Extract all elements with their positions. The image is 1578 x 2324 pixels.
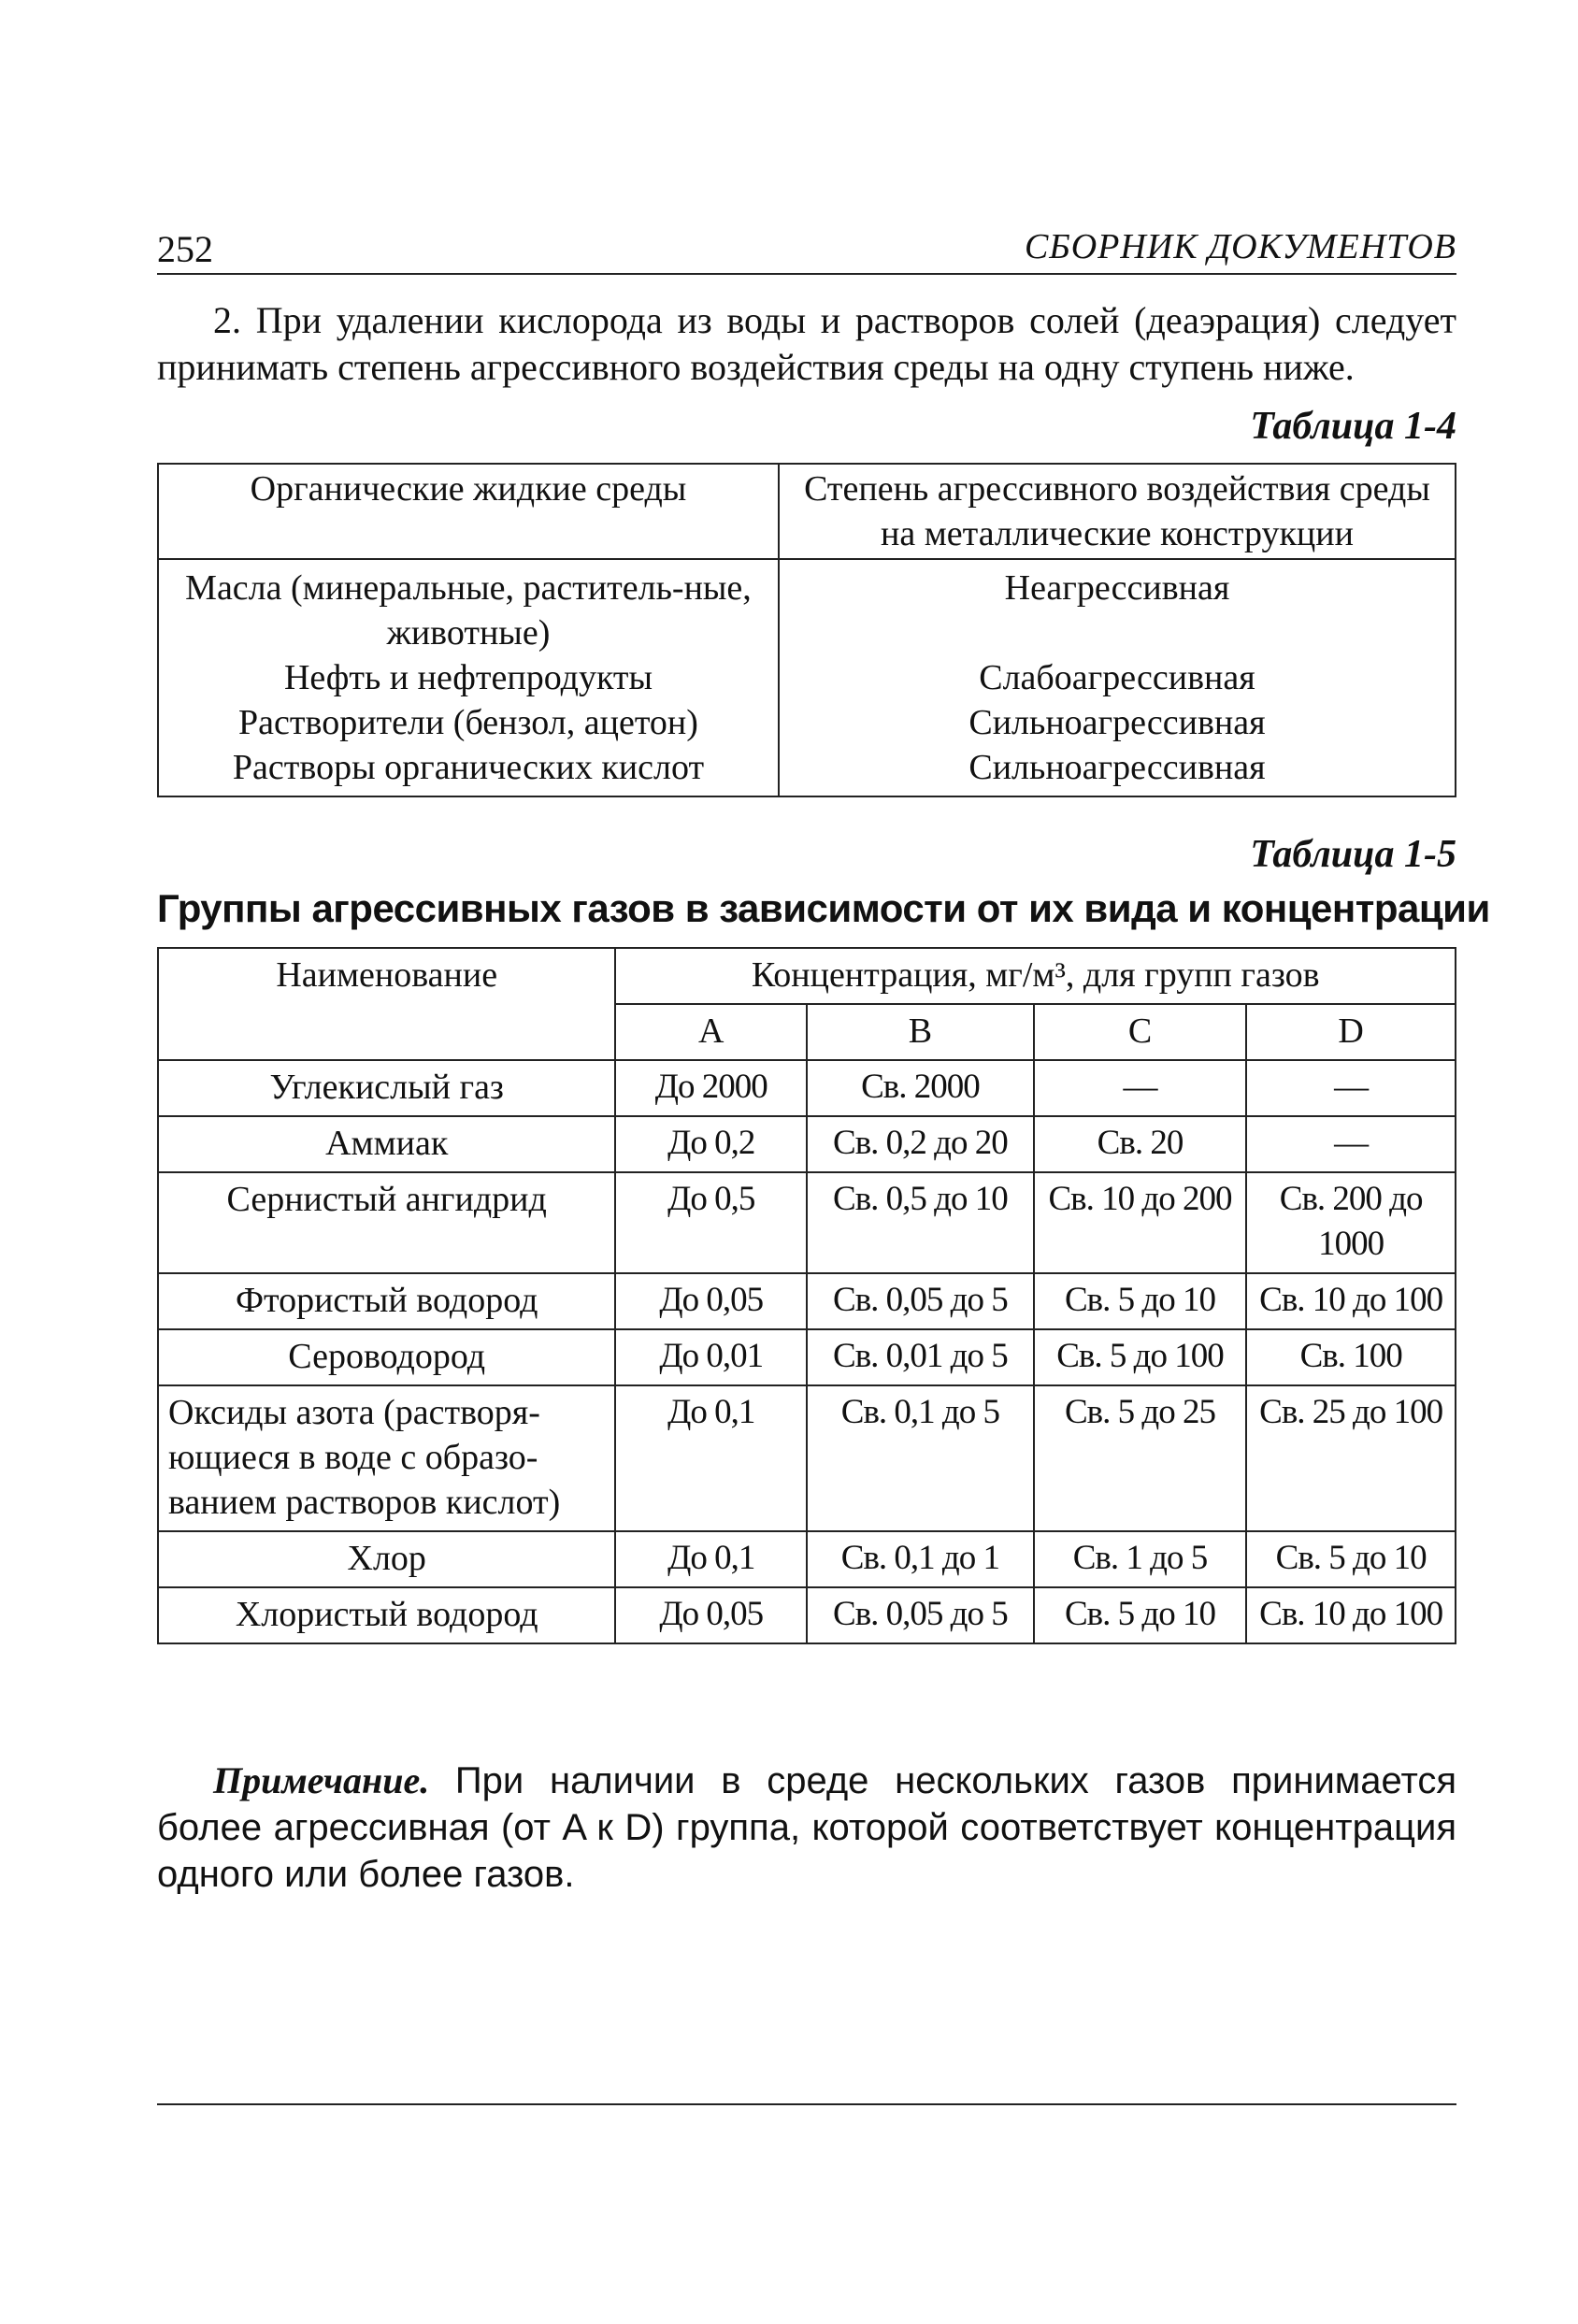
group-d-value: Св. 200 до 1000	[1246, 1172, 1456, 1273]
gas-name: Оксиды азота (растворя-ющиеся в воде с образо-ванием растворов кислот)	[158, 1385, 615, 1531]
group-d-value: Св. 25 до 100	[1246, 1385, 1456, 1531]
group-b-header: B	[807, 1004, 1034, 1060]
table-1-5-label: Таблица 1-5	[1250, 833, 1456, 876]
group-d-value: Св. 5 до 10	[1246, 1531, 1456, 1587]
header-name: Наименование	[158, 948, 615, 1060]
table-1-5-header-row	[158, 948, 1456, 1004]
group-a-value: До 0,05	[615, 1273, 807, 1329]
group-a-value: До 2000	[615, 1060, 807, 1116]
group-b-value: Св. 0,05 до 5	[807, 1587, 1034, 1643]
group-d-value: Св. 10 до 100	[1246, 1273, 1456, 1329]
table-row	[158, 1172, 1456, 1273]
degree-item: Неагрессивная	[1004, 568, 1230, 608]
table-1-4-body-row	[158, 559, 1456, 796]
note-text: При наличии в среде нескольких газов принимается более агрессивная (от A к D) группа, которой соответствует концентрация одного или более газов.	[157, 1760, 1456, 1895]
gas-name: Фтористый водород	[158, 1273, 615, 1329]
group-c-value: —	[1034, 1060, 1247, 1116]
group-d-value: —	[1246, 1060, 1456, 1116]
table-row	[158, 1385, 1456, 1531]
degrees-cell	[779, 559, 1456, 796]
environment-item: Растворы органических кислот	[232, 748, 705, 787]
environments-cell	[158, 559, 779, 796]
group-c-value: Св. 5 до 100	[1034, 1329, 1247, 1385]
book-title: СБОРНИК ДОКУМЕНТОВ	[1024, 227, 1456, 266]
gas-name: Аммиак	[158, 1116, 615, 1172]
table-row	[158, 1531, 1456, 1587]
environment-item: Растворители (бензол, ацетон)	[238, 703, 698, 742]
environment-item: Масла (минеральные, раститель-ные, животные)	[185, 568, 752, 653]
table-1-5	[157, 947, 1456, 1644]
gas-name: Сероводород	[158, 1329, 615, 1385]
table-row	[158, 1060, 1456, 1116]
header-environment: Органические жидкие среды	[158, 464, 779, 559]
group-c-value: Св. 5 до 10	[1034, 1587, 1247, 1643]
note-label: Примечание.	[213, 1759, 430, 1801]
group-c-header: C	[1034, 1004, 1247, 1060]
group-c-value: Св. 20	[1034, 1116, 1247, 1172]
note-paragraph	[157, 1757, 1456, 1898]
group-a-value: До 0,01	[615, 1329, 807, 1385]
group-a-value: До 0,1	[615, 1385, 807, 1531]
table-row	[158, 1273, 1456, 1329]
header-degree: Степень агрессивного воздействия среды на металлические конструкции	[779, 464, 1456, 559]
intro-paragraph: 2. При удалении кислорода из воды и растворов солей (деаэрация) следует принимать степень агрессивного воздействия среды на одну ступень ниже.	[157, 299, 1456, 388]
group-b-value: Св. 0,05 до 5	[807, 1273, 1034, 1329]
degree-item: Слабоагрессивная	[979, 658, 1255, 697]
group-c-value: Св. 1 до 5	[1034, 1531, 1247, 1587]
gas-name: Хлористый водород	[158, 1587, 615, 1643]
group-a-value: До 0,05	[615, 1587, 807, 1643]
group-c-value: Св. 10 до 200	[1034, 1172, 1247, 1273]
group-c-value: Св. 5 до 25	[1034, 1385, 1247, 1531]
group-b-value: Св. 0,5 до 10	[807, 1172, 1034, 1273]
group-c-value: Св. 5 до 10	[1034, 1273, 1247, 1329]
table-row	[158, 1587, 1456, 1643]
group-b-value: Св. 0,1 до 1	[807, 1531, 1034, 1587]
gas-name: Хлор	[158, 1531, 615, 1587]
environment-item: Нефть и нефтепродукты	[283, 658, 653, 697]
group-d-value: Св. 100	[1246, 1329, 1456, 1385]
page-number: 252	[157, 228, 213, 270]
group-b-value: Св. 0,2 до 20	[807, 1116, 1034, 1172]
running-header	[157, 222, 1456, 275]
group-b-value: Св. 0,01 до 5	[807, 1329, 1034, 1385]
gas-name: Углекислый газ	[158, 1060, 615, 1116]
table-1-5-title: Группы агрессивных газов в зависимости от их вида и концентрации	[157, 886, 1490, 930]
table-row	[158, 1116, 1456, 1172]
group-b-value: Св. 0,1 до 5	[807, 1385, 1034, 1531]
footer-rule	[157, 2103, 1456, 2105]
table-1-4-label: Таблица 1-4	[1250, 405, 1456, 448]
degree-item: Сильноагрессивная	[968, 703, 1266, 742]
group-d-header: D	[1246, 1004, 1456, 1060]
table-1-4	[157, 463, 1456, 797]
group-d-value: Св. 10 до 100	[1246, 1587, 1456, 1643]
group-a-value: До 0,1	[615, 1531, 807, 1587]
table-1-4-header-row	[158, 464, 1456, 559]
header-concentration: Концентрация, мг/м³, для групп газов	[615, 948, 1456, 1004]
group-a-value: До 0,5	[615, 1172, 807, 1273]
group-a-header: A	[615, 1004, 807, 1060]
group-d-value: —	[1246, 1116, 1456, 1172]
gas-name: Сернистый ангидрид	[158, 1172, 615, 1273]
degree-item: Сильноагрессивная	[968, 748, 1266, 787]
table-row	[158, 1329, 1456, 1385]
group-b-value: Св. 2000	[807, 1060, 1034, 1116]
group-a-value: До 0,2	[615, 1116, 807, 1172]
